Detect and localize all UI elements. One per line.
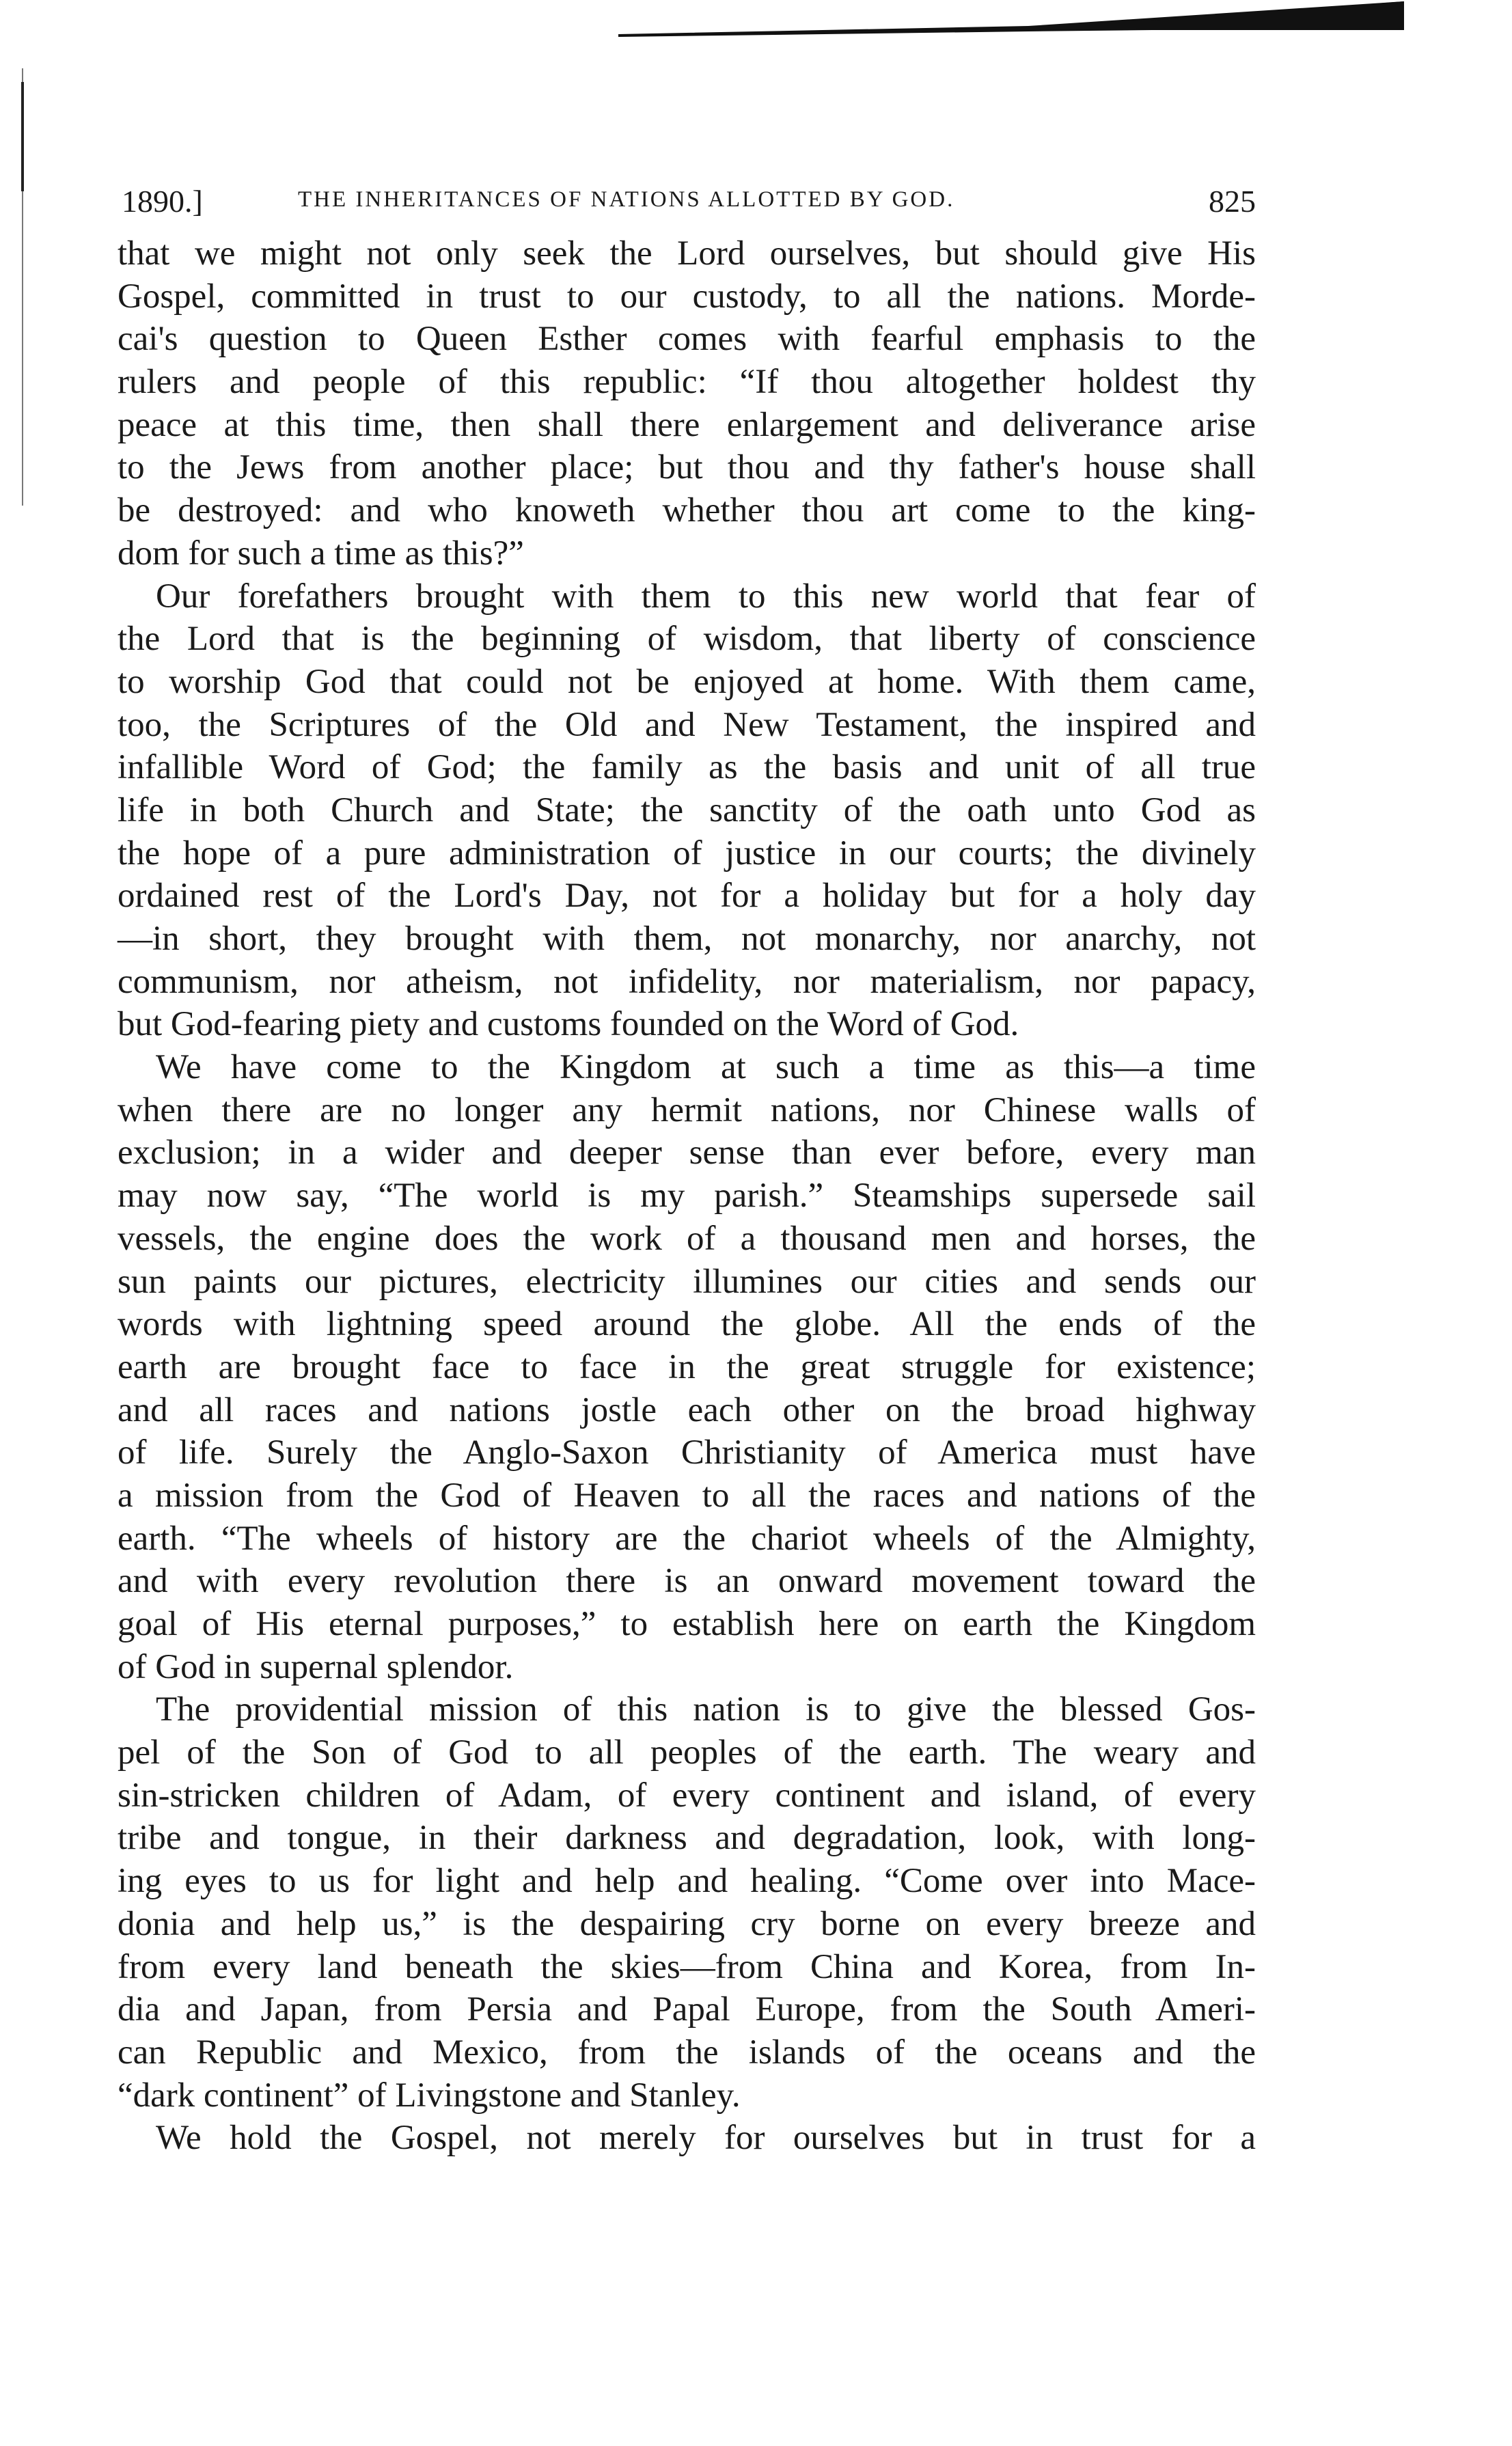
text-line: words with lightning speed around the globe. All the ends of the xyxy=(118,1305,1256,1344)
text-line: earth are brought face to face in the great struggle for existence; xyxy=(118,1347,1256,1386)
text-line: The providential mission of this nation is to give the blessed Gos- xyxy=(156,1690,1256,1729)
text-line: and all races and nations jostle each other on the broad highway xyxy=(118,1390,1256,1429)
text-line: from every land beneath the skies—from China and Korea, from In- xyxy=(118,1947,1256,1986)
text-line: communism, nor atheism, not infidelity, nor materialism, nor papacy, xyxy=(118,962,1256,1001)
text-line: ordained rest of the Lord's Day, not for a holiday but for a holy day xyxy=(118,877,1256,916)
text-line: the Lord that is the beginning of wisdom, that liberty of conscience xyxy=(118,620,1256,659)
paragraph xyxy=(118,2117,1256,2160)
text-line: that we might not only seek the Lord ourselves, but should give His xyxy=(118,234,1256,273)
body-text xyxy=(118,232,1256,2160)
text-line: of God in supernal splendor. xyxy=(118,1647,514,1686)
text-line: tribe and tongue, in their darkness and degradation, look, with long- xyxy=(118,1819,1256,1858)
text-line: ing eyes to us for light and help and healing. “Come over into Mace- xyxy=(118,1862,1256,1901)
text-line: when there are no longer any hermit nations, nor Chinese walls of xyxy=(118,1090,1256,1129)
text-line: vessels, the engine does the work of a thousand men and horses, the xyxy=(118,1219,1256,1258)
text-line: peace at this time, then shall there enlargement and deliverance arise xyxy=(118,405,1256,444)
scan-left-edge-mark xyxy=(20,68,25,506)
page-number: 825 xyxy=(1209,184,1256,219)
text-line: but God-fearing piety and customs founded on the Word of God. xyxy=(118,1005,1019,1044)
text-line: sun paints our pictures, electricity illumines our cities and sends our xyxy=(118,1262,1256,1301)
page-header xyxy=(122,176,1256,224)
text-line: We hold the Gospel, not merely for ourselves but in trust for a xyxy=(156,2119,1256,2158)
text-line: rulers and people of this republic: “If thou altogether holdest thy xyxy=(118,363,1256,402)
text-line: Our forefathers brought with them to this new world that fear of xyxy=(156,577,1256,616)
text-line: “dark continent” of Livingstone and Stanley. xyxy=(118,2076,741,2115)
text-line: dom for such a time as this?” xyxy=(118,534,524,573)
text-line: life in both Church and State; the sanctity of the oath unto God as xyxy=(118,791,1256,829)
text-line: exclusion; in a wider and deeper sense than ever before, every man xyxy=(118,1133,1256,1172)
text-line: goal of His eternal purposes,” to establish here on earth the Kingdom xyxy=(118,1605,1256,1643)
paragraph xyxy=(118,1046,1256,1688)
text-line: a mission from the God of Heaven to all the races and nations of the xyxy=(118,1476,1256,1515)
text-line: too, the Scriptures of the Old and New Testament, the inspired and xyxy=(118,705,1256,744)
text-line: —in short, they brought with them, not monarchy, nor anarchy, not xyxy=(118,920,1256,958)
text-line: and with every revolution there is an onward movement toward the xyxy=(118,1562,1256,1601)
text-line: infallible Word of God; the family as the basis and unit of all true xyxy=(118,748,1256,787)
text-line: dia and Japan, from Persia and Papal Europe, from the South Ameri- xyxy=(118,1990,1256,2029)
text-line: be destroyed: and who knoweth whether thou art come to the king- xyxy=(118,491,1256,530)
paragraph xyxy=(118,232,1256,575)
scan-edge-bar xyxy=(618,0,1404,41)
text-line: to the Jews from another place; but thou and thy father's house shall xyxy=(118,448,1256,487)
text-line: cai's question to Queen Esther comes with fearful emphasis to the xyxy=(118,320,1256,359)
text-line: We have come to the Kingdom at such a time as this—a time xyxy=(156,1048,1256,1087)
text-line: earth. “The wheels of history are the chariot wheels of the Almighty, xyxy=(118,1519,1256,1558)
text-line: pel of the Son of God to all peoples of the earth. The weary and xyxy=(118,1733,1256,1772)
running-title: THE INHERITANCES OF NATIONS ALLOTTED BY GOD. xyxy=(298,187,955,212)
text-line: can Republic and Mexico, from the islands of the oceans and the xyxy=(118,2033,1256,2072)
text-line: Gospel, committed in trust to our custody, to all the nations. Morde- xyxy=(118,277,1256,316)
paragraph xyxy=(118,575,1256,1047)
text-line: sin-stricken children of Adam, of every continent and island, of every xyxy=(118,1776,1256,1815)
text-line: may now say, “The world is my parish.” Steamships supersede sail xyxy=(118,1177,1256,1215)
paragraph xyxy=(118,1688,1256,2117)
text-line: to worship God that could not be enjoyed at home. With them came, xyxy=(118,662,1256,701)
header-year: 1890.] xyxy=(122,184,203,219)
text-line: donia and help us,” is the despairing cry borne on every breeze and xyxy=(118,1904,1256,1943)
text-line: of life. Surely the Anglo-Saxon Christianity of America must have xyxy=(118,1433,1256,1472)
text-line: the hope of a pure administration of justice in our courts; the divinely xyxy=(118,834,1256,872)
